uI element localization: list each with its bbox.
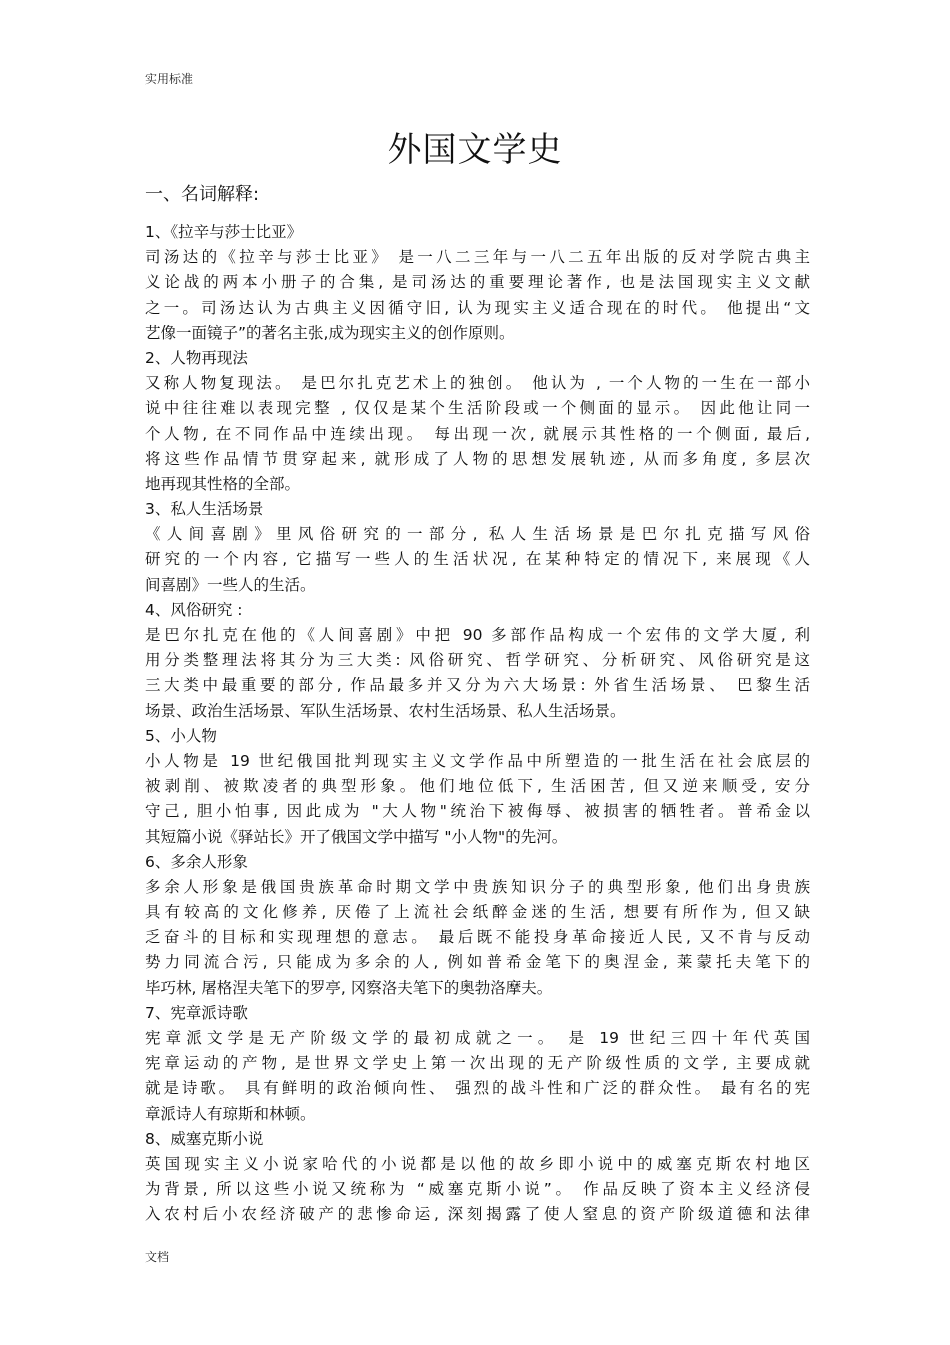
paragraph-line: 又称人物复现法。 是巴尔扎克艺术上的独创。 他认为 , 一个人物的一生在一部小 <box>145 374 810 393</box>
entry-term: 1、《拉辛与莎士比亚》 <box>145 223 303 241</box>
paragraph-line: 之一。司汤达认为古典主义因循守旧, 认为现实主义适合现在的时代。 他提出“文 <box>145 298 810 317</box>
paragraph-line: 个人物, 在不同作品中连续出现。 每出现一次, 就展示其性格的一个侧面, 最后, <box>145 424 810 443</box>
paragraph-line: 三大类中最重要的部分, 作品最多并又分为六大场景: 外省生活场景、 巴黎生活 <box>145 676 810 695</box>
entry-term: 8、威塞克斯小说 <box>145 1129 264 1148</box>
header-note: 实用标准 <box>145 72 194 86</box>
entry-term: 2、人物再现法 <box>145 348 248 367</box>
paragraph-line: 间喜剧》一些人的生活。 <box>145 575 316 594</box>
paragraph-line: 乏奋斗的目标和实现理想的意志。 最后既不能投身革命接近人民, 又不肯与反动 <box>145 928 810 947</box>
paragraph-line: 小人物是 19 世纪俄国批判现实主义文学作品中所塑造的一批生活在社会底层的 <box>145 751 810 770</box>
paragraph-line: 多余人形象是俄国贵族革命时期文学中贵族知识分子的典型形象, 他们出身贵族 <box>145 877 810 896</box>
paragraph-line: 就是诗歌。 具有鲜明的政治倾向性、 强烈的战斗性和广泛的群众性。 最有名的宪 <box>145 1079 810 1098</box>
entry-term: 4、风俗研究 : <box>145 600 243 619</box>
entry-term: 5、小人物 <box>145 726 217 745</box>
footer-note: 文档 <box>145 1250 170 1264</box>
paragraph-line: 义论战的两本小册子的合集, 是司汤达的重要理论著作, 也是法国现实主义文献 <box>145 273 810 292</box>
paragraph-line: 说中往往难以表现完整 , 仅仅是某个生活阶段或一个侧面的显示。 因此他让同一 <box>145 399 810 418</box>
paragraph-line: 为背景, 所以这些小说又统称为 “威塞克斯小说”。 作品反映了资本主义经济侵 <box>145 1180 810 1199</box>
paragraph-line: 艺像一面镜子”的著名主张,成为现实主义的创作原则。 <box>145 323 515 342</box>
paragraph-line: 是巴尔扎克在他的《人间喜剧》中把 90 多部作品构成一个宏伟的文学大厦, 利 <box>145 626 810 644</box>
paragraph-line: 章派诗人有琼斯和林顿。 <box>145 1104 316 1123</box>
entry-term: 7、宪章派诗歌 <box>145 1003 248 1022</box>
paragraph-line: 英国现实主义小说家哈代的小说都是以他的故乡即小说中的威塞克斯农村地区 <box>145 1154 810 1173</box>
paragraph-line: 研究的一个内容, 它描写一些人的生活状况, 在某种特定的情况下, 来展现《人 <box>145 550 810 569</box>
entry-term: 6、多余人形象 <box>145 852 248 871</box>
paragraph-line: 毕巧林, 屠格涅夫笔下的罗亭, 冈察洛夫笔下的奥勃洛摩夫。 <box>145 978 553 997</box>
paragraph-line: 入农村后小农经济破产的悲惨命运, 深刻揭露了使人窒息的资产阶级道德和法律 <box>145 1205 810 1224</box>
section-heading: 一、名词解释: <box>145 184 260 205</box>
paragraph-line: 具有较高的文化修养, 厌倦了上流社会纸醉金迷的生活, 想要有所作为, 但又缺 <box>145 903 810 922</box>
paragraph-line: 其短篇小说《驿站长》开了俄国文学中描写 "小人物"的先河。 <box>145 827 568 846</box>
paragraph-line: 将这些作品情节贯穿起来, 就形成了人物的思想发展轨迹, 从而多角度, 多层次 <box>145 449 810 468</box>
paragraph-line: 用分类整理法将其分为三大类: 风俗研究、哲学研究、分析研究、风俗研究是这 <box>145 651 810 670</box>
paragraph-line: 守己, 胆小怕事, 因此成为 "大人物"统治下被侮辱、被损害的牺牲者。普希金以 <box>145 802 810 821</box>
paragraph-line: 地再现其性格的全部。 <box>145 474 301 493</box>
paragraph-line: 《人间喜剧》里风俗研究的一部分, 私人生活场景是巴尔扎克描写风俗 <box>145 525 810 544</box>
paragraph-line: 司汤达的《拉辛与莎士比亚》 是一八二三年与一八二五年出版的反对学院古典主 <box>145 248 810 267</box>
entry-term: 3、私人生活场景 <box>145 500 264 519</box>
paragraph-line: 势力同流合污, 只能成为多余的人, 例如普希金笔下的奥涅金, 莱蒙托夫笔下的 <box>145 953 810 972</box>
paragraph-line: 宪章运动的产物, 是世界文学史上第一次出现的无产阶级性质的文学, 主要成就 <box>145 1054 810 1073</box>
paragraph-line: 被剥削、被欺凌者的典型形象。他们地位低下, 生活困苦, 但又逆来顺受, 安分 <box>145 777 810 796</box>
document-body <box>145 220 810 1228</box>
paragraph-line: 场景、政治生活场景、军队生活场景、农村生活场景、私人生活场景。 <box>145 701 626 720</box>
document-title: 外国文学史 <box>387 130 563 170</box>
paragraph-line: 宪章派文学是无产阶级文学的最初成就之一。 是 19 世纪三四十年代英国 <box>145 1029 810 1047</box>
